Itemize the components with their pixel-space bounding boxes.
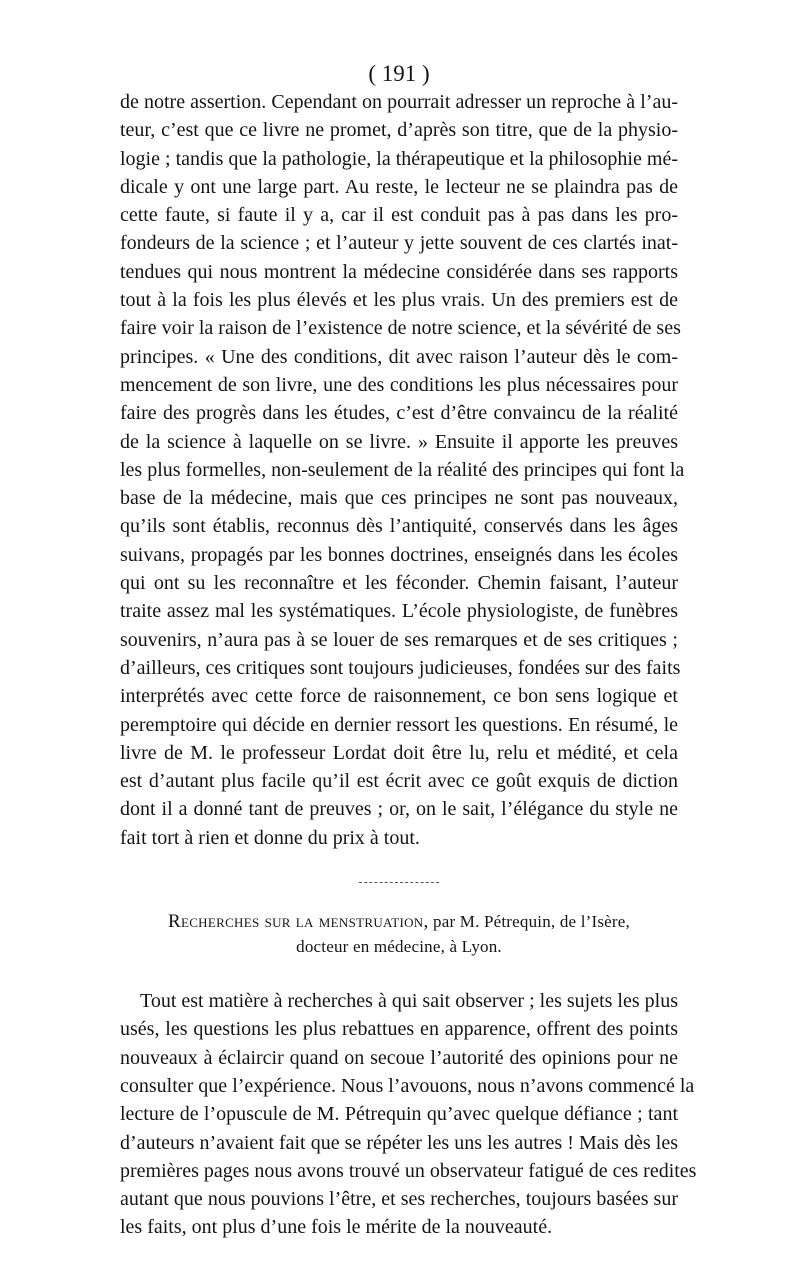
text-line: principes. « Une des conditions, dit avec raison l’auteur dès le com- [120, 345, 678, 368]
text-line: base de la médecine, mais que ces principes ne sont pas nouveaux, [120, 487, 678, 510]
paragraph-review-petrequin [120, 987, 697, 1242]
paragraph-review-lordat [120, 88, 685, 852]
text-line: nouveaux à éclaircir quand on secoue l’autorité des opinions pour ne [120, 1046, 678, 1069]
section-separator [359, 882, 439, 883]
text-line: premières pages nous avons trouvé un observateur fatigué de ces redites [120, 1159, 697, 1182]
text-line: faire voir la raison de l’existence de notre science, et la sévérité de ses [120, 317, 681, 340]
text-line: mencement de son livre, une des conditions les plus nécessaires pour [120, 373, 678, 396]
text-line: autant que nous pouvions l’être, et ses recherches, toujours basées sur [120, 1188, 678, 1211]
text-line: de notre assertion. Cependant on pourrait adresser un reproche à l’au- [120, 91, 678, 113]
text-line: peremptoire qui décide en dernier ressort les questions. En résumé, le [120, 713, 678, 736]
text-line: fondeurs de la science ; et l’auteur y jette souvent de ces clartés inat- [120, 232, 678, 255]
text-line: d’auteurs n’avaient fait que se répéter les uns les autres ! Mais dès les [120, 1131, 678, 1154]
text-line: dont il a donné tant de preuves ; or, on le sait, l’élégance du style ne [120, 798, 678, 821]
text-line: cette faute, si faute il y a, car il est conduit pas à pas dans les pro- [120, 204, 678, 227]
text-line: d’ailleurs, ces critiques sont toujours judicieuses, fondées sur des faits [120, 656, 681, 679]
text-line: fait tort à rien et donne du prix à tout. [120, 826, 420, 849]
text-line: traite assez mal les systématiques. L’école physiologiste, de funèbres [120, 600, 678, 623]
page-number: ( 191 ) [368, 61, 430, 86]
article-title: Recherches sur la menstruation, [168, 911, 429, 933]
text-line: suivans, propagés par les bonnes doctrines, enseignés dans les écoles [120, 543, 678, 566]
text-line: interprétés avec cette force de raisonnement, ce bon sens logique et [120, 685, 678, 708]
text-line: lecture de l’opuscule de M. Pétrequin qu’avec quelque défiance ; tant [120, 1103, 678, 1126]
article-byline: par M. Pétrequin, de l’Isère, [433, 912, 630, 932]
text-line: teur, c’est que ce livre ne promet, d’après son titre, que de la physio- [120, 119, 678, 142]
text-line: les plus formelles, non-seulement de la réalité des principes qui font la [120, 458, 685, 481]
text-line: les faits, ont plus d’une fois le mérite de la nouveauté. [120, 1216, 553, 1239]
text-line: livre de M. le professeur Lordat doit être lu, relu et médité, et cela [120, 741, 678, 764]
text-line: de la science à laquelle on se livre. » Ensuite il apporte les preuves [120, 430, 678, 453]
text-line: tendues qui nous montrent la médecine considérée dans ses rapports [120, 260, 678, 283]
text-line: souvenirs, n’aura pas à se louer de ses remarques et de ses critiques ; [120, 628, 678, 651]
text-line: Tout est matière à recherches à qui sait observer ; les sujets les plus [140, 990, 678, 1013]
text-line: consulter que l’expérience. Nous l’avouons, nous n’avons commencé la [120, 1074, 695, 1097]
text-line: logie ; tandis que la pathologie, la thérapeutique et la philosophie mé- [120, 147, 678, 170]
article-subline: docteur en médecine, à Lyon. [296, 937, 502, 957]
text-line: qui ont su les reconnaître et les féconder. Chemin faisant, l’auteur [120, 572, 678, 595]
text-line: usés, les questions les plus rebattues en apparence, offrent des points [120, 1018, 678, 1041]
text-line: tout à la fois les plus élevés et les plus vrais. Un des premiers est de [120, 289, 678, 312]
text-line: est d’autant plus facile qu’il est écrit avec ce goût exquis de diction [120, 770, 678, 793]
text-line: faire des progrès dans les études, c’est d’être convaincu de la réalité [120, 402, 678, 425]
article-heading [120, 909, 678, 959]
text-line: qu’ils sont établis, reconnus dès l’antiquité, conservés dans les âges [120, 515, 678, 538]
page-body [120, 60, 697, 1242]
text-line: dicale y ont une large part. Au reste, le lecteur ne se plaindra pas de [120, 175, 678, 198]
